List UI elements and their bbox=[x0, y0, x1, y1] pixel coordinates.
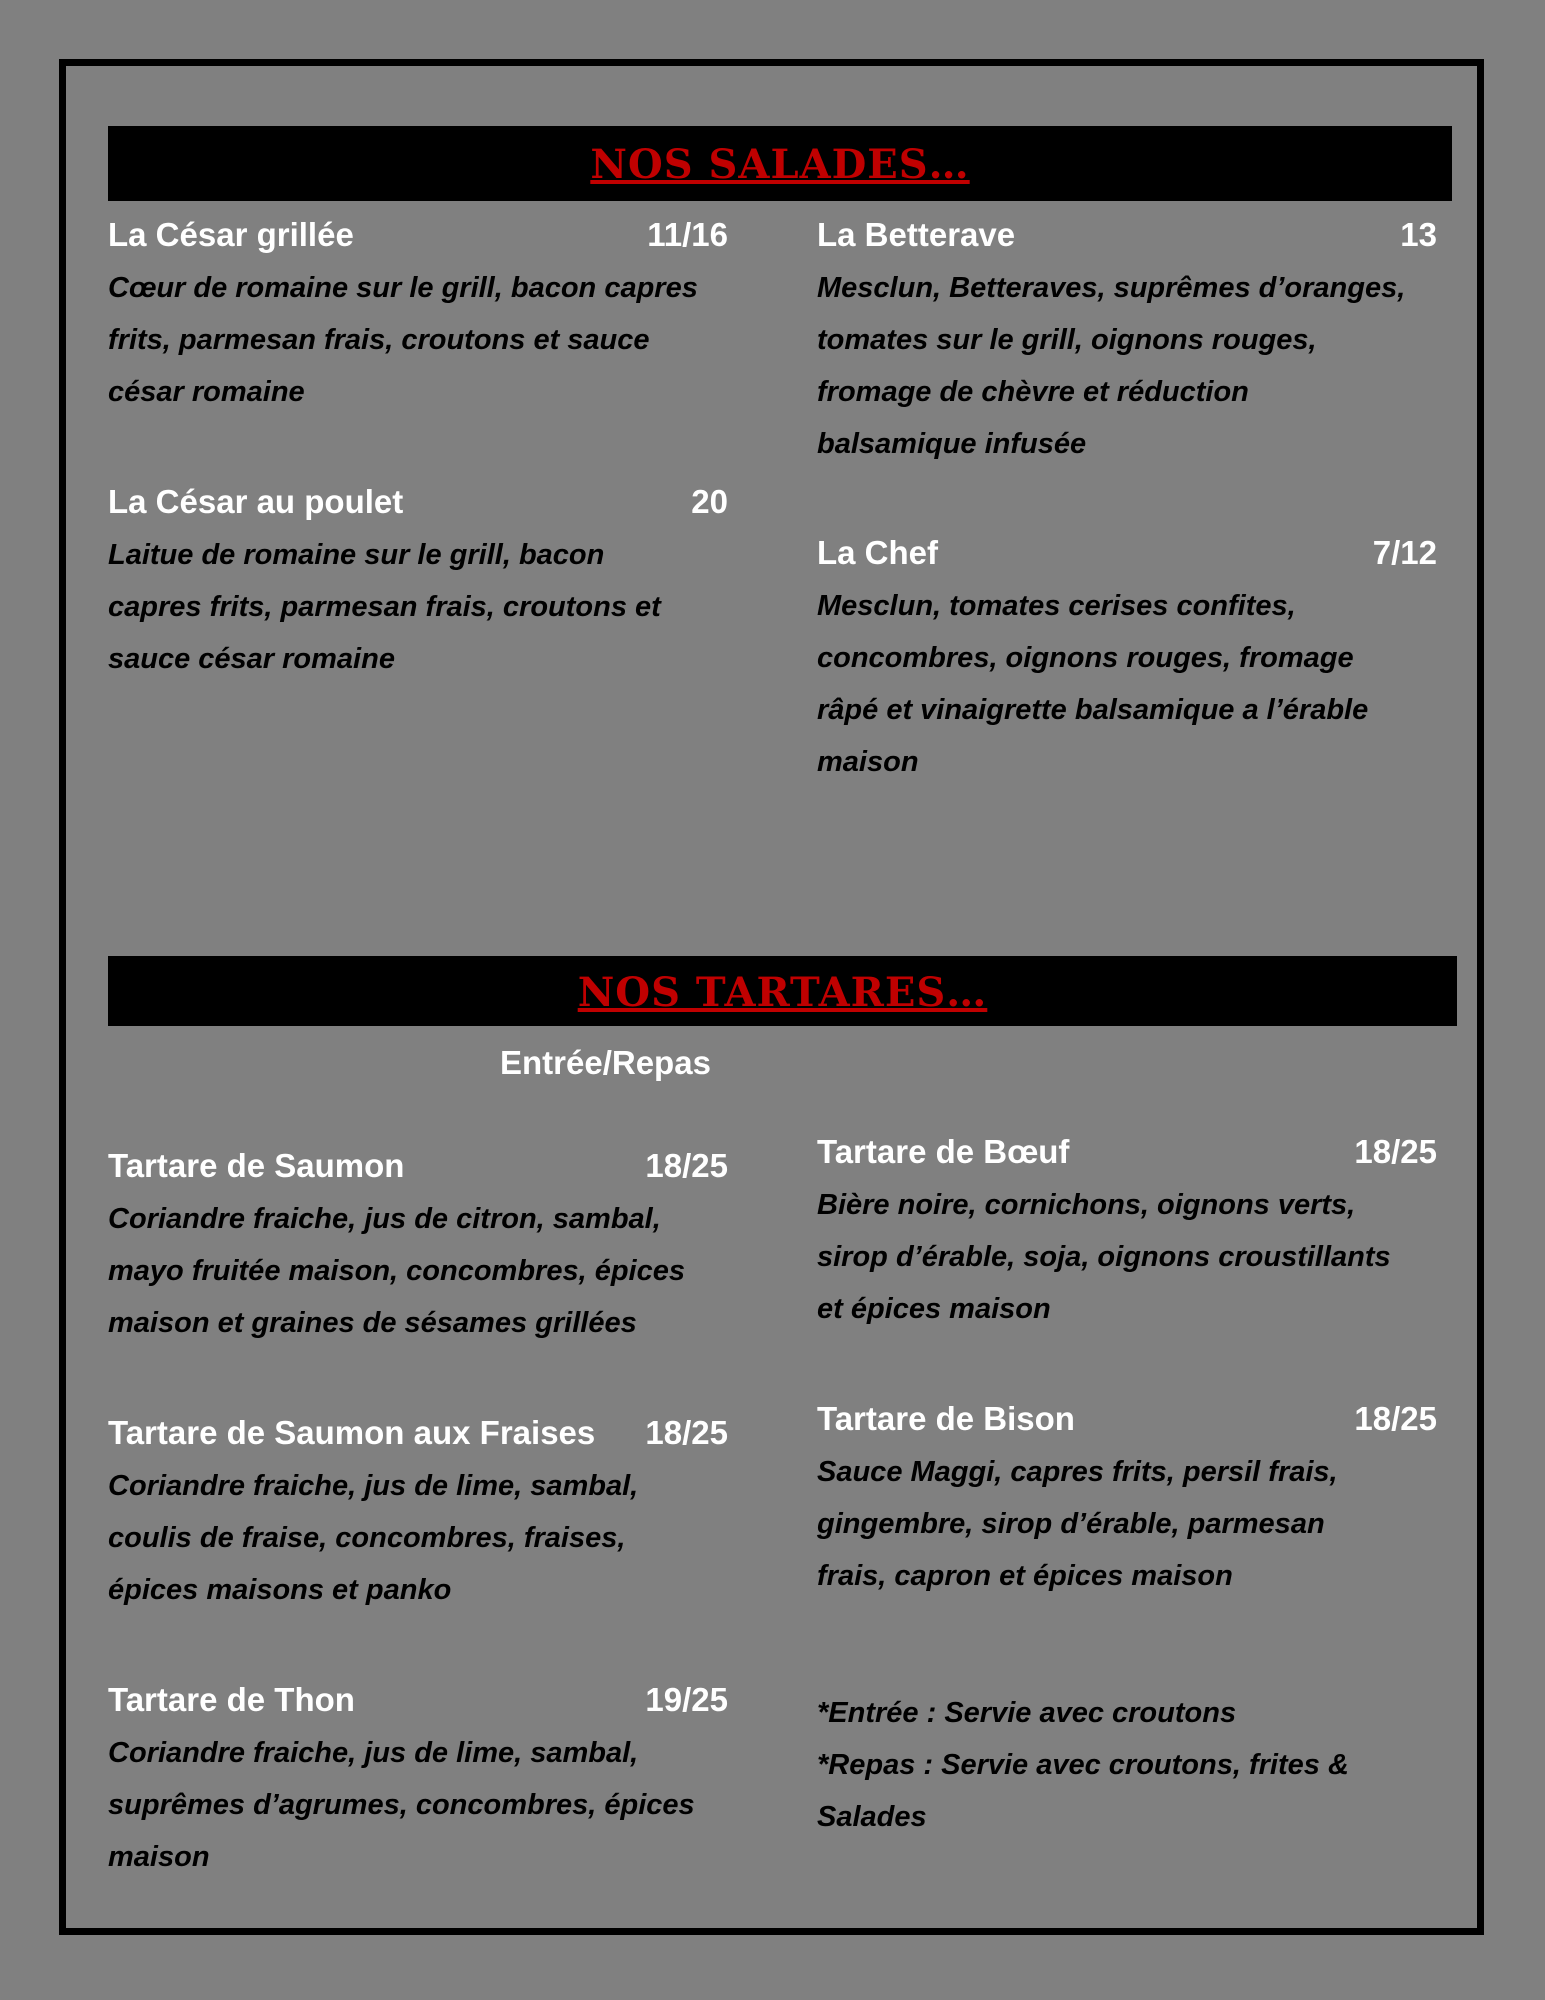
item-description: Mesclun, tomates cerises confites, concombres, oignons rouges, fromage râpé et vinaigrette balsamique a l’érable maison bbox=[817, 590, 1369, 778]
item-name: La Chef bbox=[817, 534, 939, 571]
item-description: Bière noire, cornichons, oignons verts, sirop d’érable, soja, oignons croustillants et épices maison bbox=[817, 1189, 1391, 1325]
item-price: 18/25 bbox=[1354, 1133, 1437, 1170]
item-description: Cœur de romaine sur le grill, bacon capres frits, parmesan frais, croutons et sauce césar romaine bbox=[108, 272, 698, 408]
note-entree: *Entrée : Servie avec croutons bbox=[817, 1697, 1237, 1729]
menu-item-cesar-poulet bbox=[108, 483, 728, 685]
item-price: 18/25 bbox=[645, 1414, 728, 1451]
menu-item-tartare-saumon-fraises bbox=[108, 1414, 728, 1616]
item-price: 13 bbox=[1400, 216, 1437, 253]
item-price: 18/25 bbox=[645, 1147, 728, 1184]
item-description: Coriandre fraiche, jus de lime, sambal, coulis de fraise, concombres, fraises, épices maisons et panko bbox=[108, 1470, 639, 1606]
portion-notes bbox=[817, 1687, 1437, 1843]
salads-section-header bbox=[108, 126, 1452, 201]
menu-item-betterave bbox=[817, 216, 1437, 470]
menu-item-tartare-saumon bbox=[108, 1147, 728, 1349]
menu-item-tartare-bison bbox=[817, 1400, 1437, 1602]
item-name: La Betterave bbox=[817, 216, 1016, 253]
item-description: Mesclun, Betteraves, suprêmes d’oranges, tomates sur le grill, oignons rouges, fromage de chèvre et réduction balsamique infusée bbox=[817, 272, 1406, 460]
item-price: 11/16 bbox=[647, 216, 728, 253]
item-name: Tartare de Thon bbox=[108, 1681, 355, 1718]
menu-item-cesar-grillee bbox=[108, 216, 728, 418]
menu-item-tartare-boeuf bbox=[817, 1133, 1437, 1335]
item-name: Tartare de Saumon aux Fraises bbox=[108, 1414, 596, 1451]
item-name: Tartare de Saumon bbox=[108, 1147, 405, 1184]
item-name: Tartare de Bœuf bbox=[817, 1133, 1070, 1170]
item-description: Coriandre fraiche, jus de citron, sambal, mayo fruitée maison, concombres, épices maison et graines de sésames grillées bbox=[108, 1203, 685, 1339]
item-description: Coriandre fraiche, jus de lime, sambal, suprêmes d’agrumes, concombres, épices maison bbox=[108, 1737, 695, 1873]
menu-item-tartare-thon bbox=[108, 1681, 728, 1883]
note-repas: *Repas : Servie avec croutons, frites & Salades bbox=[817, 1749, 1349, 1833]
tartares-section-title: NOS TARTARES… bbox=[577, 969, 988, 1016]
item-description: Laitue de romaine sur le grill, bacon capres frits, parmesan frais, croutons et sauce césar romaine bbox=[108, 539, 661, 675]
menu-item-chef bbox=[817, 534, 1437, 788]
tartares-section-header bbox=[108, 956, 1457, 1026]
item-name: La César grillée bbox=[108, 216, 354, 253]
item-price: 18/25 bbox=[1354, 1400, 1437, 1437]
item-price: 20 bbox=[691, 483, 728, 520]
item-name: Tartare de Bison bbox=[817, 1400, 1075, 1437]
item-price: 19/25 bbox=[645, 1681, 728, 1718]
item-name: La César au poulet bbox=[108, 483, 404, 520]
item-price: 7/12 bbox=[1372, 534, 1437, 571]
portion-subheading: Entrée/Repas bbox=[500, 1044, 711, 1081]
salads-section-title: NOS SALADES… bbox=[590, 141, 970, 188]
item-description: Sauce Maggi, capres frits, persil frais, gingembre, sirop d’érable, parmesan frais, capron et épices maison bbox=[817, 1456, 1338, 1592]
